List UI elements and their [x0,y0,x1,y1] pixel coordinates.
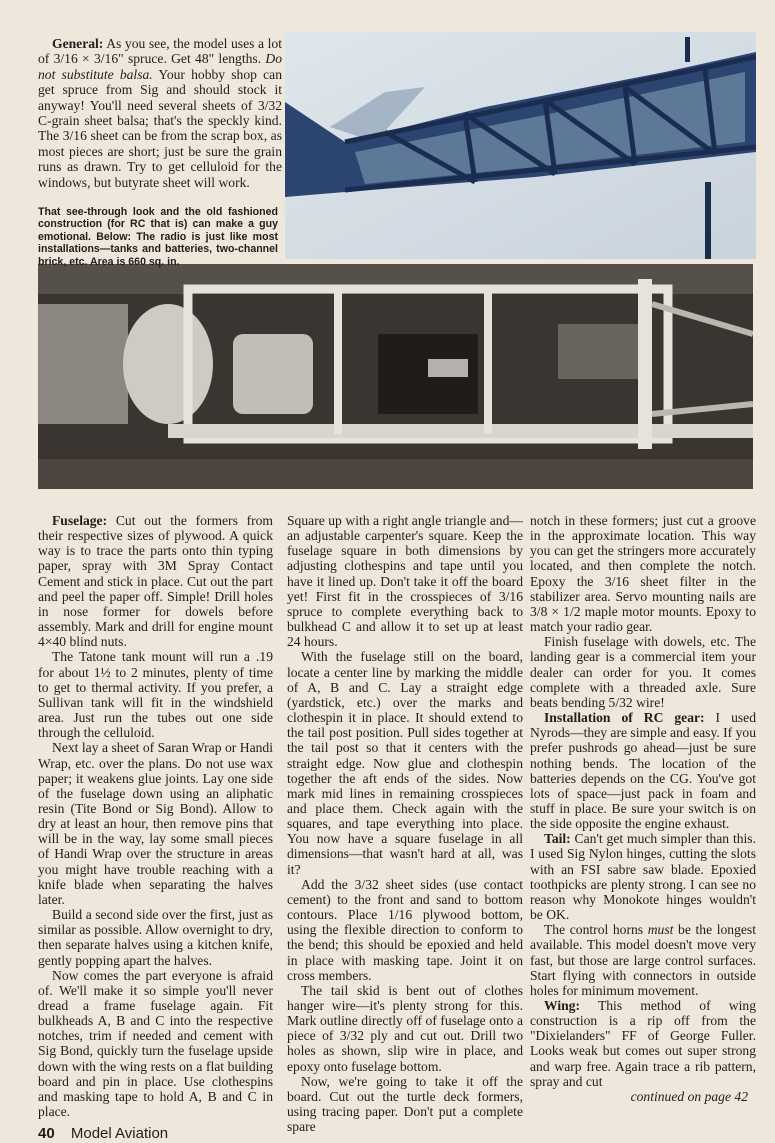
page-number: 40 [38,1125,55,1143]
paragraph [38,740,273,907]
text-run: Finish fuselage with dowels, etc. The landing gear is a commercial item your dealer can order for you. It comes complete with a threaded axle. Sure beats bending 5/32 wire! [530,634,756,710]
text-run: This method of wing construction is a rip off from the "Dixielanders" FF of George Fuller. Looks weak but comes out super strong and warp free. Again trace a rib pattern, spray and cut [530,998,756,1089]
paragraph [287,513,523,649]
paragraph [38,513,273,649]
paragraph [38,968,273,1120]
continued-link: continued on page 42 [630,1088,748,1104]
text-run: must [647,922,674,938]
article-column-3 [530,513,756,1104]
paragraph [530,710,756,831]
paragraph [287,877,523,983]
photo-radio-installation [38,264,753,489]
paragraph [530,922,756,998]
article-column-2 [287,513,523,1134]
paragraph [530,634,756,710]
photo-fuselage-truss-against-sky [285,32,756,259]
text-run: Now comes the part everyone is afraid of. We'll make it so simple you'll never dread a frame fuselage again. Fit bulkheads A, B and C into the respective notches, trim if needed and cement with Sig Bond, quickly turn the fuselage upside down with the wing rests on a flat building board and pin in place. Use clothespins and masking tape to hold A, B and C in place. [38,967,273,1120]
text-run: notch in these formers; just cut a groove in the approximate location. This way you can get the stringers more accurately located, and then complete the notch. Epoxy the 3/16 sheet filter in the stabilizer area. Servo mounting nails are 3/8 × 1/2 maple motor mounts. Epoxy to match your radio gear. [530,513,756,635]
text-run: Build a second side over the first, just as similar as possible. Allow overnight to dry, then separate halves using a kitchen knife, gently popping apart the halves. [38,907,273,968]
section-heading: Wing: [544,998,581,1013]
text-run: The control horns [544,922,648,938]
article-column-1 [38,513,273,1119]
left-column-wrapper [38,513,273,1143]
paragraph [287,1074,523,1135]
intro-block [38,36,282,268]
text-run: be the longest available. This model doesn't move very fast, but those are large control surfaces. Start flying with connectors in outside holes for minimum movement. [530,922,757,998]
paragraph [530,998,756,1089]
text-run: Your hobby shop can get spruce from Sig and should stock it anyway! You'll need several sheets of 3/32 C-grain sheet balsa; that's the speckly kind. The 3/16 sheet can be from the scrap box, as most pieces are short; just be sure the grain runs as drawn. Try to get celluloid for the windows, but butyrate sheet will work. [38,66,282,190]
text-run: Square up with a right angle triangle and—an adjustable carpenter's square. Keep the fuselage square in both dimensions by adjusting clothespins and tape until you have it lined up. Don't take it off the board yet! First fit in the crosspieces of 3/16 spruce to complete everything back to bulkhead C and allow it to set up at least 24 hours. [287,513,523,650]
page-footer [38,1125,273,1143]
paragraph [530,513,756,634]
text-run: As you see, the model uses a lot of 3/16 × 3/16" spruce. Get 48" lengths. [38,36,282,67]
section-heading: General: [52,36,104,51]
paragraph [287,649,523,876]
paragraph [38,36,282,190]
paragraph [530,831,756,922]
section-heading: Installation of RC gear: [544,710,705,726]
text-run: Next lay a sheet of Saran Wrap or Handi Wrap, etc. over the plans. Do not use wax paper; it weakens glue joints. Lay one side of the fuselage down using an aliphatic resin (Tite Bond or Sig Bond). Allow to dry at least an hour, then remove pins that will be in the way, lay some small pieces of Handi Wrap over the structure in areas you might have trouble reaching with a knife blade when separating the halves later. [38,740,273,907]
section-heading: Fuselage: [52,513,108,528]
text-run: Cut out the formers from their respective sizes of plywood. A quick way is to trace the parts onto thin typing paper, spray with 3M Spray Contact Cement and stick in place. Cut out the part and peel the paper off. Simple! Drill holes in nose former for dowels before assembly. Mark and drill for engine mount 4×40 blind nuts. [38,513,273,650]
general-section [38,36,282,190]
paragraph [287,983,523,1074]
text-run: With the fuselage still on the board, locate a center line by marking the middle of A, B and C. Lay a straight edge (yardstick, etc.) over the marks and clothespin it in place. It should extend to the tail post position. Pull sides together at the tail post so that it centers with the straight edge. Now glue and clothespin together the aft ends of the sides. Now mark mid lines in remaining crosspieces and place them. Check again with the squares, and tape everything into place. You now have a square fuselage in all dimensions—that wasn't hard at all, was it? [287,649,523,877]
paragraph [38,649,273,740]
text-run: The Tatone tank mount will run a .19 for about 1½ to 2 minutes, plenty of time to get to thermal activity. If you prefer, a Sullivan tank will fit in the windshield area. Just run the tubes out one side through the celluloid. [38,649,273,741]
text-run: Now, we're going to take it off the board. Cut out the turtle deck formers, using tracing paper. Don't put a complete spare [287,1073,523,1135]
text-run: Do not substitute balsa. [38,51,282,82]
text-run: Can't get much simpler than this. I used Sig Nylon hinges, cutting the slots with an FSI sabre saw blade. Epoxied toothpicks are plenty strong. I can see no reason why Monokote hinges wouldn't be OK. [530,831,756,923]
photo-caption: That see-through look and the old fashioned construction (for RC that is) can make a guy emotional. Below: The radio is just like most installations—tanks and batteries, two-channel brick, etc. Area is 660 sq. in. [38,206,278,268]
text-run: Add the 3/32 sheet sides (use contact cement) to the front and sand to bottom contours. Place 1/16 plywood bottom, using the flexible direction to conform to the bend; this should be epoxied and held in place with masking tape. Joint it on cross members. [287,876,523,983]
section-heading: Tail: [544,831,571,847]
paragraph [38,907,273,968]
text-run: I used Nyrods—they are simple and easy. If you prefer pushrods go ahead—just be sure nothing bends. The location of the batteries depends on the CG. You've got lots of space—just pack in foam and stuff in place. Be sure your switch is on the side opposite the engine exhaust. [530,710,756,832]
text-run: The tail skid is bent out of clothes hanger wire—it's plenty strong for this. Mark outline directly off of fuselage onto a piece of 3/32 ply and cut out. Drill two holes as shown, slip wire in place, and epoxy onto fuselage bottom. [287,982,523,1074]
magazine-name: Model Aviation [70,1125,169,1143]
